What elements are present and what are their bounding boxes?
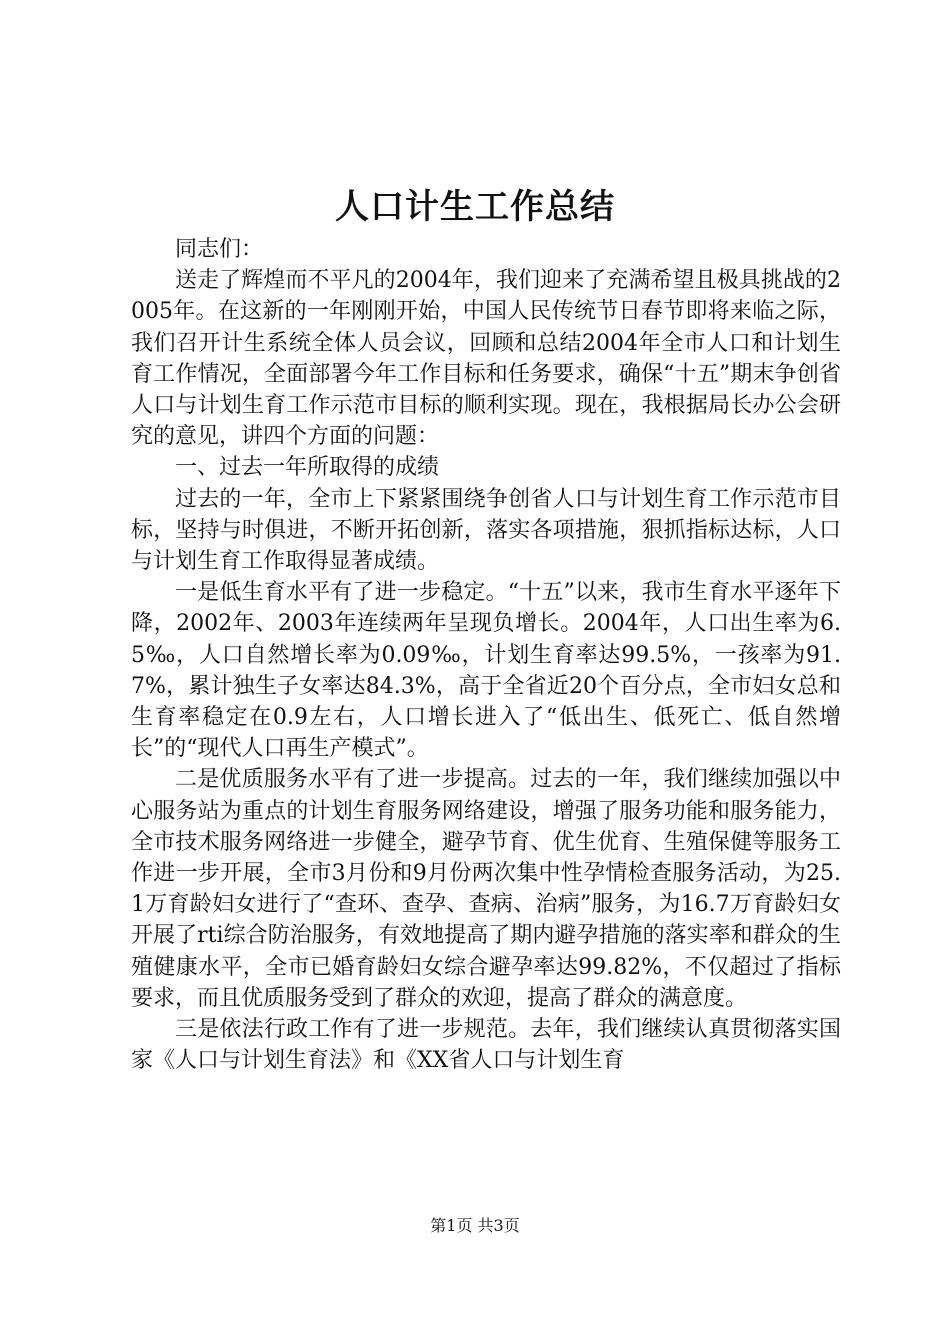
page-footer: 第1页 共3页 bbox=[430, 1216, 520, 1235]
salutation-paragraph: 同志们： bbox=[175, 237, 264, 262]
body-paragraph: 三是依法行政工作有了进一步规范。去年，我们继续认真贯彻落实国家《人口与计划生育法》和《XX省人口与计划生育 bbox=[131, 1017, 841, 1074]
body-paragraph: 一是低生育水平有了进一步稳定。“十五”以来，我市生育水平逐年下降，2002年、2003年连续两年呈现负增长。2004年，人口出生率为6.5‰，人口自然增长率为0.09‰，计划生育率达99.5%，一孩率为91.7%，累计独生子女率达84.3%，高于全省近20个百分点，全市妇女总和生育率稳定在0.9左右，人口增长进入了“低出生、低死亡、低自然增长”的“现代人口再生产模式”。 bbox=[131, 580, 841, 762]
intro-paragraph: 送走了辉煌而不平凡的2004年，我们迎来了充满希望且极具挑战的2005年。在这新的一年刚刚开始，中国人民传统节日春节即将来临之际，我们召开计生系统全体人员会议，回顾和总结2004年全市人口和计划生育工作情况，全面部署今年工作目标和任务要求，确保“十五”期末争创省人口与计划生育工作示范市目标的顺利实现。现在，我根据局长办公会研究的意见，讲四个方面的问题： bbox=[131, 268, 841, 450]
body-paragraph: 过去的一年，全市上下紧紧围绕争创省人口与计划生育工作示范市目标，坚持与时俱进，不断开拓创新，落实各项措施，狠抓指标达标，人口与计划生育工作取得显著成绩。 bbox=[131, 486, 841, 575]
body-paragraph: 二是优质服务水平有了进一步提高。过去的一年，我们继续加强以中心服务站为重点的计划生育服务网络建设，增强了服务功能和服务能力，全市技术服务网络进一步健全，避孕节育、优生优育、生殖保健等服务工作进一步开展，全市3月份和9月份两次集中性孕情检查服务活动，为25.1万育龄妇女进行了“查环、查孕、查病、治病”服务，为16.7万育龄妇女开展了rti综合防治服务，有效地提高了期内避孕措施的落实率和群众的生殖健康水平，全市已婚育龄妇女综合避孕率达99.82%，不仅超过了指标要求，而且优质服务受到了群众的欢迎，提高了群众的满意度。 bbox=[131, 767, 841, 1011]
document-title: 人口计生工作总结 bbox=[335, 187, 615, 227]
document-body bbox=[131, 234, 841, 1076]
section-heading: 一、过去一年所取得的成绩 bbox=[175, 455, 440, 481]
